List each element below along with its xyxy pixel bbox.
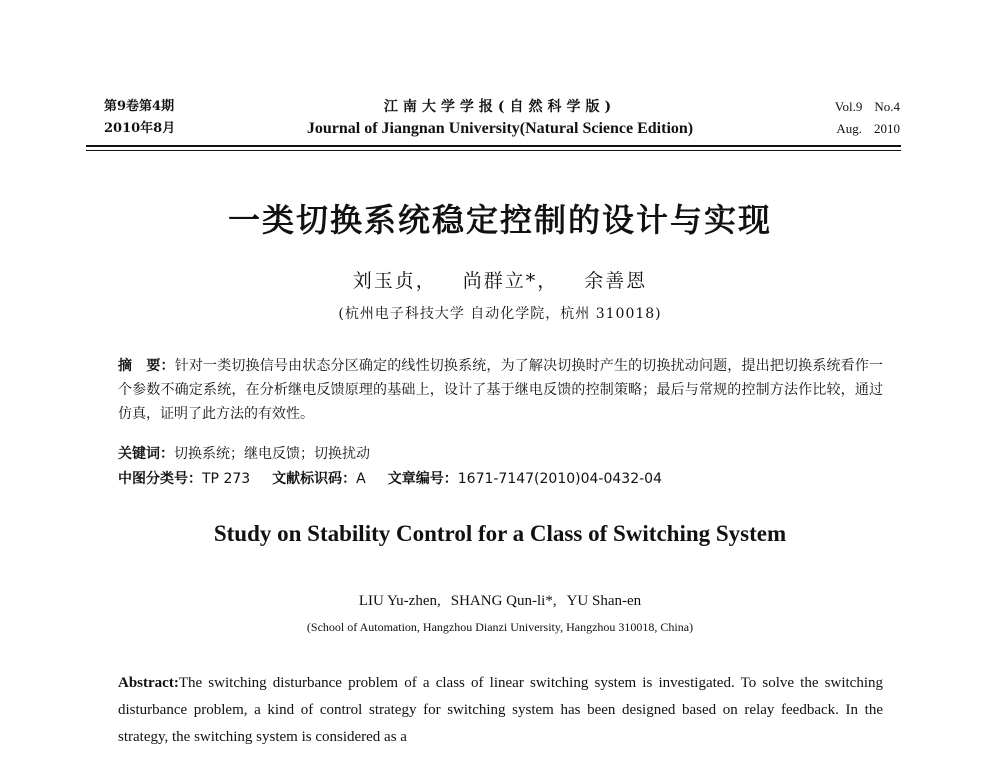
issue-en: No.4 — [874, 99, 900, 114]
volume-en: Vol.9 — [834, 99, 863, 114]
article-no-value: 1671-7147(2010)04-0432-04 — [457, 471, 662, 487]
authors-cn — [0, 266, 1000, 293]
clc-value: TP 273 — [202, 471, 251, 487]
author-cn: 刘玉贞， — [352, 270, 437, 292]
volume-issue-cn: 第9卷第4期 — [104, 99, 175, 114]
header-rule-thin — [86, 150, 901, 151]
month-en: Aug. — [836, 121, 862, 136]
clc-label: 中图分类号： — [118, 471, 202, 487]
date-cn: 2010年8月 — [104, 121, 176, 136]
affiliation-en: (School of Automation, Hangzhou Dianzi University, Hangzhou 310018, China) — [306, 620, 694, 634]
paper-title-cn: 一类切换系统稳定控制的设计与实现 — [227, 201, 772, 239]
doc-code-value: A — [356, 471, 366, 487]
affiliation-cn: (杭州电子科技大学 自动化学院，杭州 310018) — [338, 306, 662, 322]
abstract-cn-text: 针对一类切换信号由状态分区确定的线性切换系统，为了解决切换时产生的切换扰动问题，提出把切换系统看作一个参数不确定系统，在分析继电反馈原理的基础上，设计了基于继电反馈的控制策略；最后与常规的控制方法作比较，通过仿真，证明了此方法的有效性。 — [118, 358, 884, 422]
keywords-cn — [118, 443, 883, 465]
author-en: SHANG Qun-li*, — [450, 593, 557, 609]
abstract-en-label: Abstract: — [118, 675, 179, 691]
authors-en — [0, 593, 1000, 610]
keywords-cn-label: 关键词： — [118, 446, 174, 462]
year-en: 2010 — [874, 121, 900, 136]
header-issue-cn — [104, 96, 175, 140]
doc-code-label: 文献标识码： — [272, 471, 357, 487]
journal-name-cn: 江南大学学报(自然科学版) — [383, 99, 617, 115]
header-journal — [260, 96, 740, 140]
author-en: LIU Yu-zhen, — [358, 593, 441, 609]
classification-cn — [118, 468, 883, 490]
abstract-en — [118, 670, 883, 751]
author-cn: 余善恩 — [584, 270, 648, 292]
abstract-en-text: The switching disturbance problem of a class of linear switching system is investigated. To solve the switching disturbance problem, a kind of control strategy for switching system has been designed based on relay feedback. In the strategy, the switching system is considered as a — [118, 675, 883, 745]
header-issue-en — [835, 96, 900, 140]
keywords-cn-text: 切换系统；继电反馈；切换扰动 — [174, 446, 370, 462]
journal-name-en: Journal of Jiangnan University(Natural Science Edition) — [306, 120, 694, 137]
paper-title-en: Study on Stability Control for a Class of Switching System — [213, 521, 787, 546]
header-rule-thick — [86, 145, 901, 147]
article-no-label: 文章编号： — [387, 471, 458, 487]
abstract-cn-label: 摘 要： — [118, 358, 175, 374]
abstract-cn — [118, 354, 883, 426]
author-cn: 尚群立*， — [462, 270, 559, 292]
author-en: YU Shan-en — [566, 593, 642, 609]
